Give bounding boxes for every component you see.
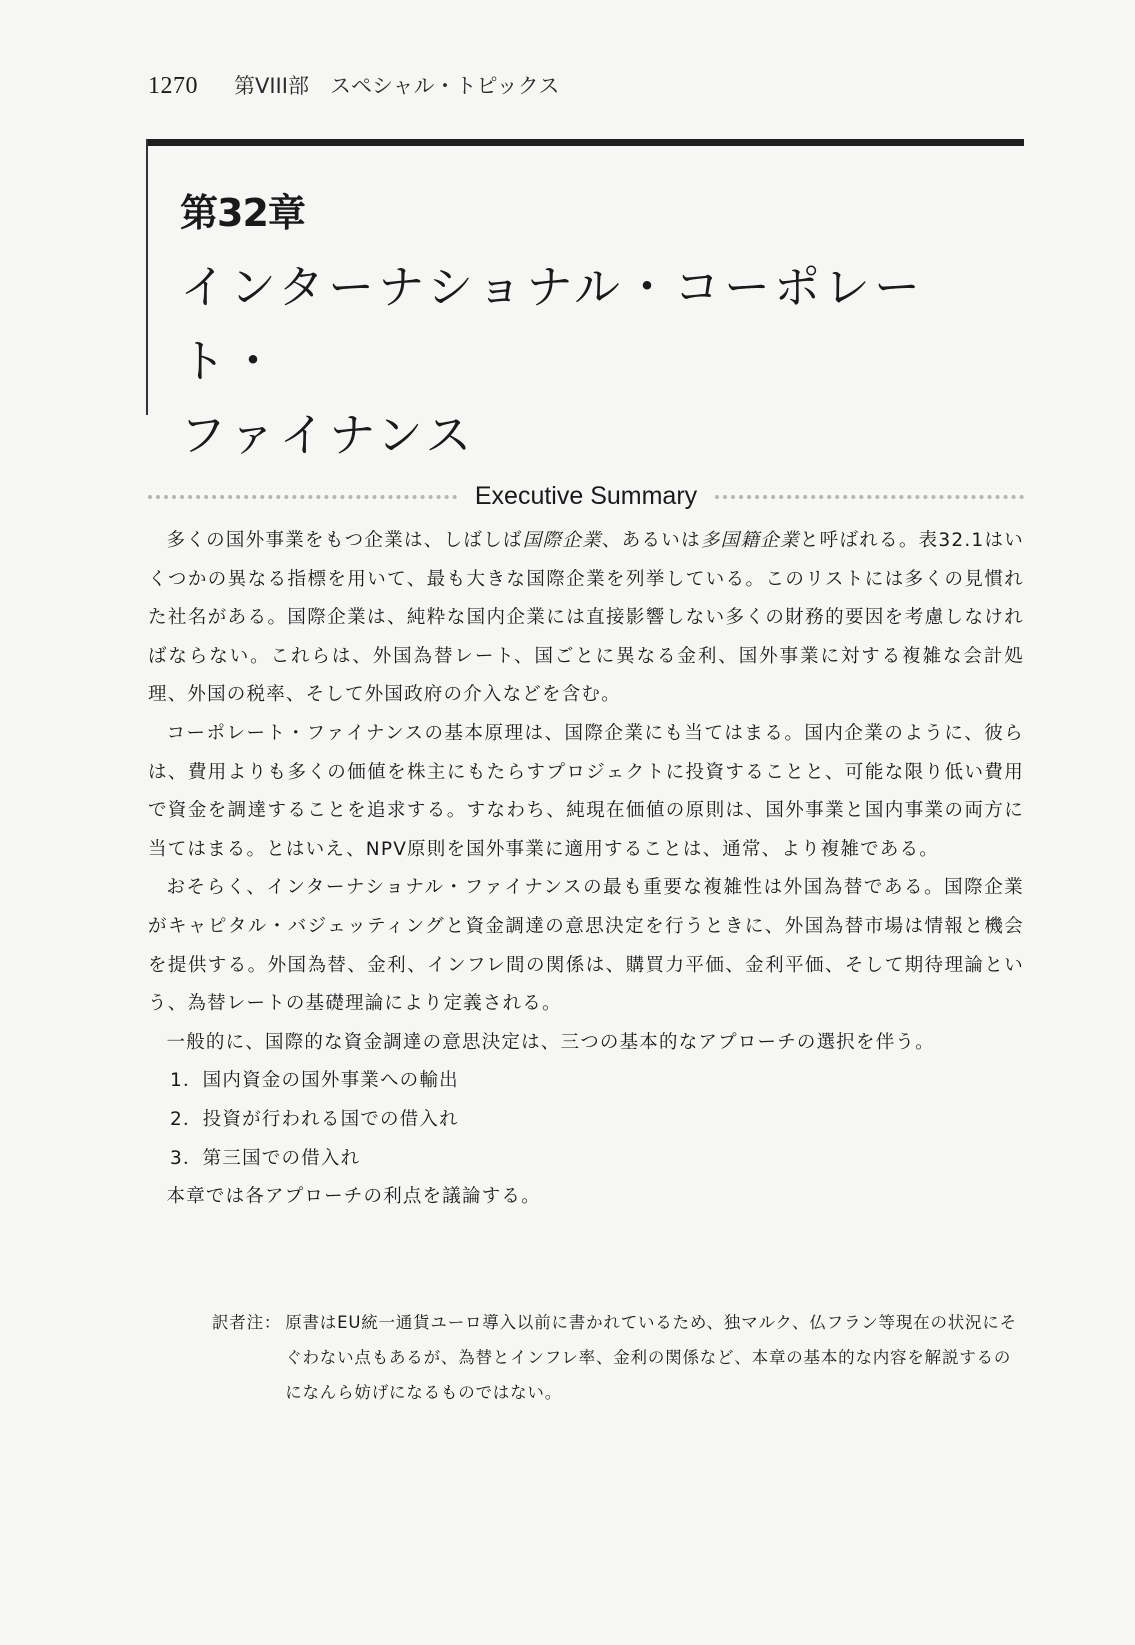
approach-list (148, 1062, 1024, 1178)
chapter-top-rule (146, 139, 1024, 146)
running-head (148, 70, 559, 110)
paragraph-1-a: 多くの国外事業をもつ企業は、しばしば (166, 530, 523, 551)
chapter-title-line-2: ファイナンス (180, 408, 476, 462)
term-multinational-firm: 多国籍企業 (700, 530, 800, 551)
chapter-title (180, 250, 1020, 472)
dotted-leader-left (148, 495, 457, 499)
translator-note-text: 原書はEU統一通貨ユーロ導入以前に書かれているため、独マルク、仏フラン等現在の状況にそぐわない点もあるが、為替とインフレ率、金利の関係など、本章の基本的な内容を解説するのになんら妨げになるものではない。 (285, 1313, 1017, 1402)
executive-summary-body (148, 522, 1024, 1217)
term-international-firm: 国際企業 (522, 530, 602, 551)
executive-summary-heading: Executive Summary (474, 482, 698, 510)
paragraph-2: コーポレート・ファイナンスの基本原理は、国際企業にも当てはまる。国内企業のように、彼らは、費用よりも多くの価値を株主にもたらすプロジェクトに投資することと、可能な限り低い費用で資金を調達することを追求する。すなわち、純現在価値の原則は、国外事業と国内事業の両方に当てはまる。とはいえ、NPV原則を国外事業に適用することは、通常、より複雑である。 (148, 722, 1024, 860)
translator-note (212, 1305, 1024, 1410)
translator-note-label: 訳者注： (212, 1313, 282, 1332)
chapter-title-line-1: インターナショナル・コーポレート・ (180, 260, 925, 388)
part-label: 第VIII部 スペシャル・トピックス (234, 74, 560, 98)
paragraph-1 (148, 522, 1024, 715)
list-item: 2．投資が行われる国での借入れ (170, 1108, 459, 1130)
executive-summary-heading-row (148, 482, 1024, 511)
chapter-number: 第32章 (180, 191, 305, 235)
paragraph-1-c: と呼ばれる。表32.1はいくつかの異なる指標を用いて、最も大きな国際企業を列挙している。このリストには多くの見慣れた社名がある。国際企業は、純粋な国内企業には直接影響しない多くの財務的要因を考慮しなければならない。これらは、外国為替レート、国ごとに異なる金利、国外事業に対する複雑な会計処理、外国の税率、そして外国政府の介入などを含む。 (148, 530, 1024, 706)
paragraph-1-b: 、あるいは (601, 530, 701, 551)
page-number: 1270 (148, 73, 198, 99)
paragraph-5: 本章では各アプローチの利点を議論する。 (166, 1186, 541, 1208)
paragraph-4: 一般的に、国際的な資金調達の意思決定は、三つの基本的なアプローチの選択を伴う。 (166, 1031, 935, 1053)
list-item: 3．第三国での借入れ (170, 1147, 361, 1169)
paragraph-3: おそらく、インターナショナル・ファイナンスの最も重要な複雑性は外国為替である。国際企業がキャピタル・バジェッティングと資金調達の意思決定を行うときに、外国為替市場は情報と機会を提供する。外国為替、金利、インフレ間の関係は、購買力平価、金利平価、そして期待理論という、為替レートの基礎理論により定義される。 (148, 877, 1024, 1015)
dotted-leader-right (715, 495, 1024, 499)
chapter-left-rule (146, 139, 148, 415)
list-item: 1．国内資金の国外事業への輸出 (170, 1070, 459, 1092)
